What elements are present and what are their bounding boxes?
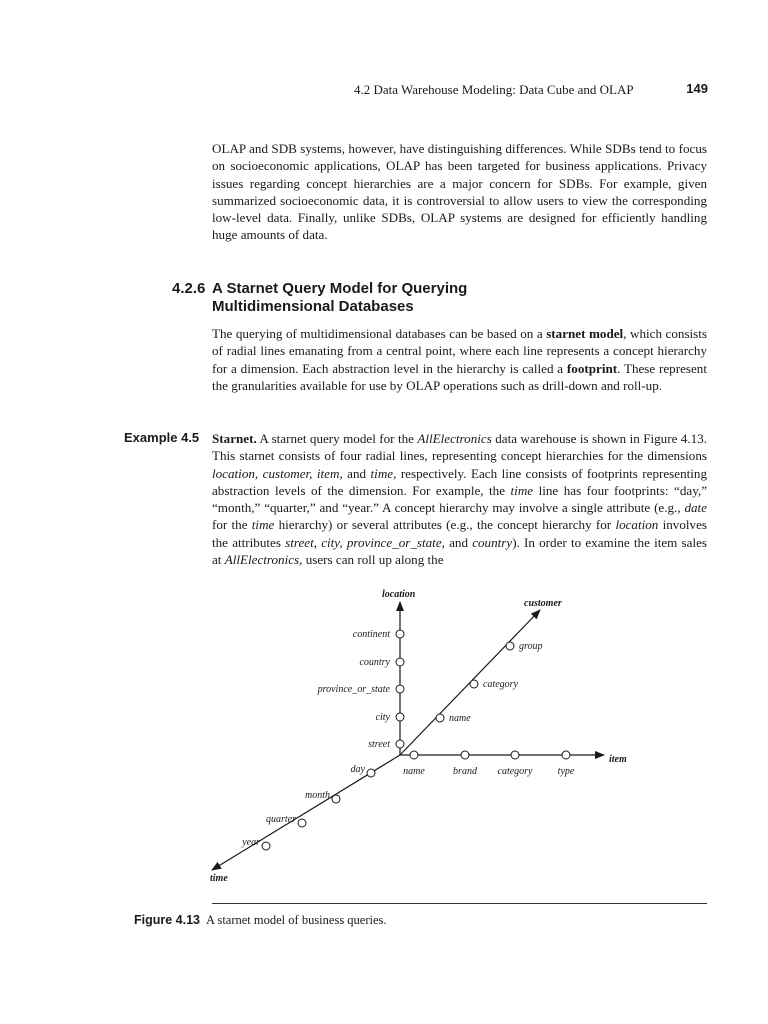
text-run: The querying of multidimensional databases can be based on a bbox=[212, 326, 547, 341]
text-run: for the bbox=[212, 517, 252, 533]
paragraph-starnet-intro bbox=[212, 325, 707, 394]
italic-run: location, customer, item, bbox=[212, 465, 343, 481]
text-run: line has four footprints: “day,” “month,” “quarter,” and “year.” A concept hierarchy may involve a single attribute (e.g., bbox=[212, 482, 708, 516]
text-run: and bbox=[342, 465, 371, 481]
location-footprint-label: continent bbox=[352, 629, 390, 640]
italic-run: time, bbox=[370, 465, 397, 481]
item-footprint-node bbox=[461, 751, 469, 759]
location-footprint-node bbox=[396, 685, 404, 693]
text-run: A starnet query model for the bbox=[256, 431, 418, 446]
customer-footprint-node bbox=[470, 680, 478, 688]
italic-run: street, city, province_or_state, bbox=[285, 534, 445, 550]
italic-run: country bbox=[472, 534, 513, 550]
figure-caption bbox=[134, 913, 387, 928]
page-number: 149 bbox=[686, 81, 708, 96]
location-footprint-label: province_or_state bbox=[317, 684, 390, 695]
italic-run: AllElectronics bbox=[417, 431, 492, 446]
text-run: and bbox=[444, 534, 473, 550]
customer-footprint-node bbox=[436, 714, 444, 722]
time-axis-label: time bbox=[210, 873, 228, 884]
location-footprint-label: country bbox=[359, 657, 390, 668]
section-title-line1: A Starnet Query Model for Querying bbox=[212, 280, 468, 297]
text-run: , users can roll up along the bbox=[299, 552, 444, 568]
italic-run: time bbox=[510, 482, 534, 498]
time-footprint-node bbox=[262, 842, 270, 850]
text-run: involves the attributes bbox=[212, 517, 707, 550]
item-footprint-label: brand bbox=[453, 766, 477, 777]
customer-footprint-label: category bbox=[483, 679, 518, 690]
location-footprint-node bbox=[396, 713, 404, 721]
figure-caption-text: A starnet model of business queries. bbox=[206, 913, 387, 927]
time-footprint-label: month bbox=[305, 790, 330, 801]
item-axis-label: item bbox=[609, 754, 627, 765]
text-run: respectively. Each line consists of footprints representing abstraction levels of the dimension. For example, the bbox=[212, 465, 708, 498]
location-footprint-label: city bbox=[375, 712, 390, 723]
location-footprint-node bbox=[396, 630, 404, 638]
example-label: Example 4.5 bbox=[124, 430, 200, 445]
customer-footprint-label: group bbox=[519, 641, 543, 652]
item-footprint-node bbox=[562, 751, 570, 759]
italic-run: time bbox=[251, 517, 275, 533]
italic-run: AllElectronics bbox=[224, 552, 300, 568]
caption-rule bbox=[212, 903, 707, 904]
text-run: . These represent the granularities available for use by OLAP operations such as drill-down and roll-up. bbox=[212, 360, 707, 393]
section-title bbox=[212, 280, 632, 316]
time-footprint-label: quarter bbox=[266, 814, 296, 825]
figure-caption-label: Figure 4.13 bbox=[134, 913, 200, 927]
example-term: Starnet. bbox=[212, 431, 257, 446]
italic-run: location bbox=[615, 517, 659, 533]
time-footprint-node bbox=[367, 769, 375, 777]
location-footprint-label: street bbox=[368, 739, 390, 750]
item-footprint-label: category bbox=[497, 766, 533, 777]
term-starnet-model: starnet model bbox=[546, 326, 624, 341]
time-footprint-node bbox=[298, 819, 306, 827]
text-run: data warehouse is shown in Figure 4.13. This starnet consists of four radial lines, representing concept hierarchies for the dimensions bbox=[212, 431, 707, 464]
section-title-line2: Multidimensional Databases bbox=[212, 298, 414, 315]
customer-footprint-label: name bbox=[449, 713, 471, 724]
item-footprint-node bbox=[511, 751, 519, 759]
item-footprint-label: type bbox=[557, 766, 575, 777]
time-footprint-label: year bbox=[242, 837, 260, 848]
time-footprint-node bbox=[332, 795, 340, 803]
location-axis-label: location bbox=[382, 589, 416, 600]
section-number: 4.2.6 bbox=[172, 280, 206, 297]
italic-run: date bbox=[684, 500, 707, 516]
location-footprint-node bbox=[396, 658, 404, 666]
term-footprint: footprint bbox=[566, 360, 618, 376]
time-footprint-label: day bbox=[350, 764, 365, 775]
customer-footprint-node bbox=[506, 642, 514, 650]
text-run: hierarchy) or several attributes (e.g., the concept hierarchy for bbox=[274, 517, 616, 533]
item-footprint-node bbox=[410, 751, 418, 759]
starnet-figure bbox=[200, 580, 640, 890]
location-footprint-node bbox=[396, 740, 404, 748]
text-run: ). In order to examine the item sales at bbox=[212, 534, 707, 568]
paragraph-example bbox=[212, 430, 707, 568]
paragraph-olap-sdb: OLAP and SDB systems, however, have distinguishing differences. While SDBs tend to focus on socioeconomic applications, OLAP has been targeted for business applications. Privacy issues regarding concept hierarchies are a major concern for SDBs. For example, given summarized socioeconomic data, it is controversial to allow users to view the corresponding low-level data. Finally, unlike SDBs, OLAP systems are designed for efficiently handling huge amounts of data. bbox=[212, 141, 707, 243]
text-run: , which consists of radial lines emanating from a central point, where each line represents a concept hierarchy for a dimension. Each abstraction level in the hierarchy is called a bbox=[212, 326, 708, 376]
item-footprint-label: name bbox=[403, 766, 425, 777]
running-header-title: 4.2 Data Warehouse Modeling: Data Cube and OLAP bbox=[354, 82, 634, 97]
customer-axis-label: customer bbox=[524, 598, 562, 609]
